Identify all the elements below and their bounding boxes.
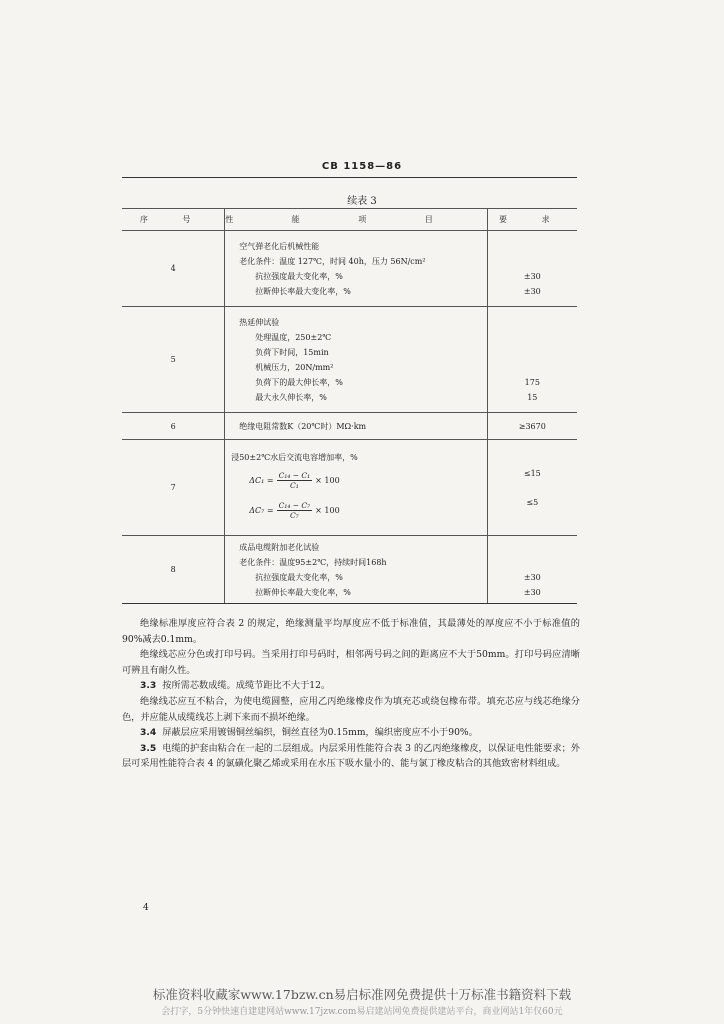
row6-no: 6 xyxy=(122,413,225,440)
properties-table xyxy=(122,208,577,604)
page-number: 4 xyxy=(143,903,149,913)
section-3-4 xyxy=(122,725,580,741)
row5-line2: 处理温度，250±2℃ xyxy=(255,332,332,342)
paragraph-insulation-thickness: 绝缘标准厚度应符合表 2 的规定，绝缘测量平均厚度应不低于标准值，其最薄处的厚度应不小于标准值的90%减去0.1mm。 xyxy=(122,618,580,645)
row7-no: 7 xyxy=(122,440,225,536)
formula-delta-c1 xyxy=(225,465,486,495)
row8-req3: ±30 xyxy=(523,572,541,582)
row8-no: 8 xyxy=(122,536,225,604)
section-3-4-number: 3.4 xyxy=(140,727,157,739)
f2-tail: × 100 xyxy=(315,505,340,515)
body-text xyxy=(122,616,580,772)
row4-line4: 拉断伸长率最大变化率，% xyxy=(255,286,351,296)
table-row-5 xyxy=(122,307,577,413)
f1-denominator: C₁ xyxy=(289,480,299,490)
col-header-req: 要 求 xyxy=(487,209,577,231)
row5-req5: 175 xyxy=(524,377,540,387)
row7-item xyxy=(225,440,487,536)
section-3-3-number: 3.3 xyxy=(140,680,157,692)
row8-item xyxy=(225,536,487,604)
f2-numerator: C₁₄ − C₇ xyxy=(278,500,311,510)
row7-req2: ≤5 xyxy=(526,497,539,507)
row8-line4: 拉断伸长率最大变化率，% xyxy=(255,587,351,597)
row8-line3: 抗拉强度最大变化率，% xyxy=(255,572,343,582)
row5-line6: 最大永久伸长率，% xyxy=(255,392,327,402)
row4-line2: 老化条件：温度 127℃，时间 40h，压力 56N/cm² xyxy=(239,256,426,266)
row4-item xyxy=(225,231,487,307)
table-header-row xyxy=(122,209,577,231)
table-row-8 xyxy=(122,536,577,604)
watermark-primary: 标准资料收藏家www.17bzw.cn易启标准网免费提供十万标准书籍资料下载 xyxy=(152,987,572,1002)
col-header-item: 性 能 项 目 xyxy=(225,209,487,231)
row5-line1: 热延伸试验 xyxy=(239,317,280,327)
standard-number: CB 1158—86 xyxy=(321,161,403,172)
f2-lhs: ΔC₇ = xyxy=(249,505,274,515)
row4-no: 4 xyxy=(122,231,225,307)
row6-line1: 绝缘电阻常数K（20℃时）MΩ·km xyxy=(239,421,367,431)
f1-tail: × 100 xyxy=(315,475,340,485)
row6-item xyxy=(225,413,487,440)
row5-no: 5 xyxy=(122,307,225,413)
watermark-secondary: 会打字，5分钟快速自建建网站www.17jzw.com易启建站网免费提供建站平台，商业网站1年仅60元 xyxy=(161,1007,563,1017)
section-3-5 xyxy=(122,741,580,772)
row7-line1: 浸50±2℃水后交流电容增加率，% xyxy=(231,453,358,462)
table-row-6 xyxy=(122,413,577,440)
row5-req xyxy=(487,307,577,413)
f2-denominator: C₇ xyxy=(289,510,299,520)
row5-line4: 机械压力，20N/mm² xyxy=(255,362,334,372)
section-3-3 xyxy=(122,678,580,694)
col-header-no: 序 号 xyxy=(122,209,225,231)
paragraph-core-marking: 绝缘线芯应分色或打印号码。当采用打印号码时，相邻两号码之间的距离应不大于50mm。打印号码应清晰可辨且有耐久性。 xyxy=(122,649,580,676)
row8-req4: ±30 xyxy=(523,587,541,597)
f1-numerator: C₁₄ − C₁ xyxy=(278,470,311,480)
row6-req: ≥3670 xyxy=(487,413,577,440)
row8-req xyxy=(487,536,577,604)
table-row-7 xyxy=(122,440,577,536)
section-3-4-text: 屏蔽层应采用镀锡铜丝编织，铜丝直径为0.15mm，编织密度应不小于90%。 xyxy=(162,727,478,739)
row8-line1: 成品电缆附加老化试验 xyxy=(239,542,320,552)
header-rule xyxy=(122,177,577,178)
row7-req1: ≤15 xyxy=(523,468,541,478)
row7-req xyxy=(487,440,577,536)
paragraph-filler: 绝缘线芯应互不粘合，为使电缆圆整，应用乙丙绝缘橡皮作为填充芯或绕包橡布带。填充芯应与线芯绝缘分色，并应能从成缆线芯上剥下来而不损坏绝缘。 xyxy=(122,695,580,723)
row4-req3: ±30 xyxy=(523,271,541,281)
table-caption: 续表 3 xyxy=(347,196,377,207)
row5-item xyxy=(225,307,487,413)
section-3-5-text: 电缆的护套由粘合在一起的二层组成。内层采用性能符合表 3 的乙丙绝缘橡皮，以保证电性能要求；外层可采用性能符合表 4 的氯磺化聚乙烯或采用在水压下吸水量小的、能与氯丁橡皮粘合的其他致密材料组成。 xyxy=(122,742,580,770)
table-row-4 xyxy=(122,231,577,307)
row4-line3: 抗拉强度最大变化率，% xyxy=(255,271,343,281)
row5-line5: 负荷下的最大伸长率，% xyxy=(255,377,343,387)
row4-line1: 空气弹老化后机械性能 xyxy=(239,241,320,251)
row5-line3: 负荷下时间，15min xyxy=(255,347,329,357)
row4-req4: ±30 xyxy=(523,286,541,296)
row8-line2: 老化条件：温度95±2℃，持续时间168h xyxy=(239,557,387,567)
formula-delta-c7 xyxy=(225,495,486,525)
f1-lhs: ΔC₁ = xyxy=(249,475,274,485)
row5-req6: 15 xyxy=(527,392,538,402)
section-3-3-text: 按所需芯数成缆。成缆节距比不大于12。 xyxy=(162,680,331,692)
row4-req xyxy=(487,231,577,307)
section-3-5-number: 3.5 xyxy=(140,742,157,754)
